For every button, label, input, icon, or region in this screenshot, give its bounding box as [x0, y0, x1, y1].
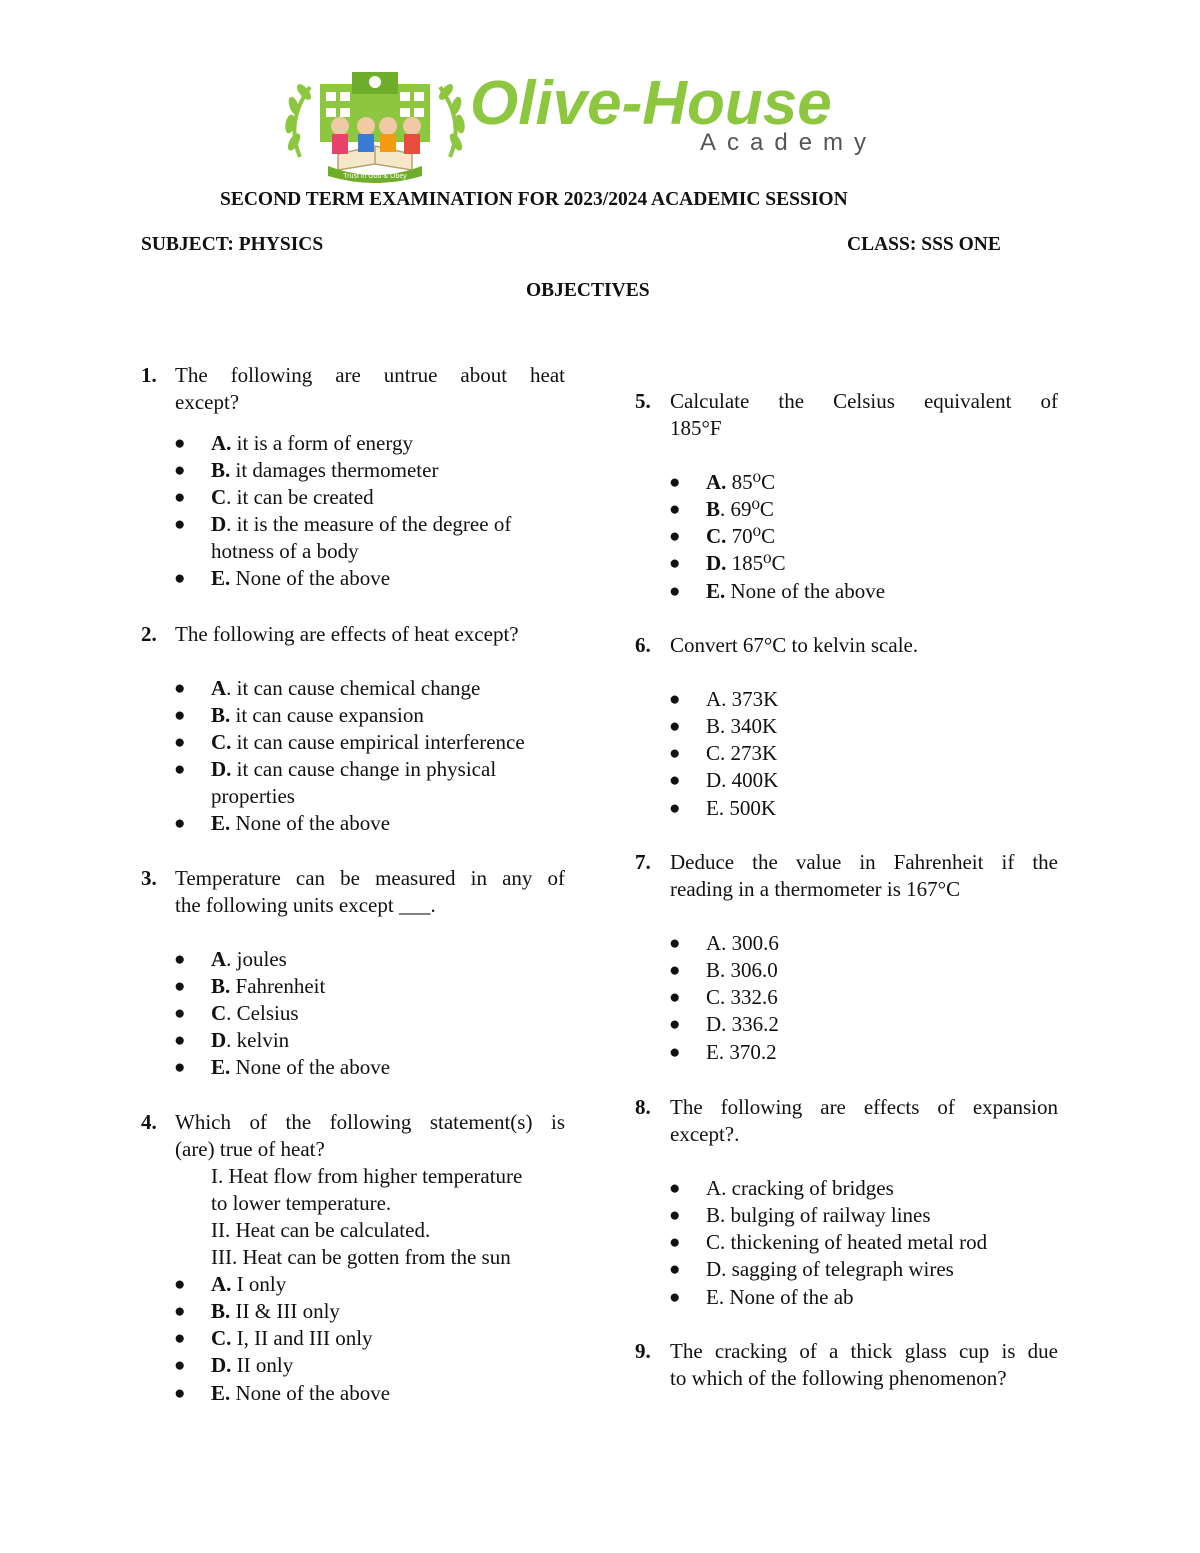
- option-letter: B.: [211, 458, 231, 482]
- answer-option[interactable]: [174, 1380, 391, 1407]
- answer-option[interactable]: [669, 523, 776, 550]
- answer-option[interactable]: [669, 1011, 779, 1038]
- option-text: D. 400K: [706, 768, 779, 792]
- bullet-icon: ●: [669, 1287, 681, 1308]
- option-text: Fahrenheit: [230, 974, 326, 998]
- subject-label: SUBJECT: PHYSICS: [141, 234, 324, 255]
- question-text: [670, 1338, 1058, 1392]
- bullet-icon: ●: [669, 987, 681, 1008]
- question-text: [670, 632, 1058, 659]
- bullet-icon: ●: [174, 732, 186, 753]
- option-text: C. 273K: [706, 741, 778, 765]
- bullet-icon: ●: [174, 1383, 186, 1404]
- option-text: it can cause expansion: [230, 703, 424, 727]
- option-text: B. bulging of railway lines: [706, 1203, 931, 1227]
- option-letter: C: [211, 1001, 227, 1025]
- option-text: None of the above: [725, 579, 886, 603]
- bullet-icon: ●: [174, 813, 186, 834]
- question-line: Deduce the value in Fahrenheit if the: [670, 850, 1058, 874]
- bullet-icon: ●: [174, 1301, 186, 1322]
- answer-option[interactable]: [174, 756, 497, 810]
- answer-option[interactable]: [174, 1352, 294, 1379]
- option-text: I, II and III only: [231, 1326, 373, 1350]
- question-text: [670, 388, 1058, 442]
- option-text: C. 332.6: [706, 985, 778, 1009]
- answer-option[interactable]: [174, 565, 391, 592]
- answer-option[interactable]: [669, 550, 786, 577]
- bullet-icon: ●: [669, 933, 681, 954]
- question-line: Convert 67°C to kelvin scale.: [670, 633, 919, 657]
- bullet-icon: ●: [174, 568, 186, 589]
- bullet-icon: ●: [669, 1178, 681, 1199]
- option-text: . it is the measure of the degree of: [226, 512, 512, 536]
- option-text: B. 306.0: [706, 958, 778, 982]
- option-text: A. 373K: [706, 687, 779, 711]
- question-line: reading in a thermometer is 167°C: [670, 877, 961, 901]
- bullet-icon: ●: [174, 1003, 186, 1024]
- bullet-icon: ●: [174, 1057, 186, 1078]
- question-line: The following are effects of expansion: [670, 1095, 1058, 1119]
- option-letter: B: [706, 497, 721, 521]
- option-letter: C.: [211, 1326, 232, 1350]
- option-letter: E.: [211, 1381, 231, 1405]
- bullet-icon: ●: [174, 1355, 186, 1376]
- svg-text:Trust in God & Obey: Trust in God & Obey: [343, 173, 407, 180]
- option-letter: A: [211, 676, 227, 700]
- option-letter: E.: [211, 566, 231, 590]
- answer-option[interactable]: [174, 484, 374, 511]
- answer-option[interactable]: [669, 1039, 777, 1066]
- class-label: CLASS: SSS ONE: [847, 234, 1001, 255]
- question-number: 1.: [141, 363, 157, 387]
- question-text: [670, 1094, 1058, 1148]
- section-heading: OBJECTIVES: [526, 280, 650, 301]
- option-text: A. 300.6: [706, 931, 779, 955]
- bullet-icon: ●: [669, 1232, 681, 1253]
- answer-option[interactable]: [669, 1175, 894, 1202]
- bullet-icon: ●: [174, 1030, 186, 1051]
- bullet-icon: ●: [174, 759, 186, 780]
- answer-option[interactable]: [174, 729, 525, 756]
- answer-option[interactable]: [174, 946, 287, 973]
- answer-option[interactable]: [174, 1298, 340, 1325]
- option-letter: C: [211, 485, 227, 509]
- question-line: Calculate the Celsius equivalent of: [670, 389, 1058, 413]
- option-letter: A.: [211, 1272, 232, 1296]
- question-line: Temperature can be measured in any of: [175, 866, 565, 890]
- bullet-icon: ●: [669, 798, 681, 819]
- option-text: E. None of the ab: [706, 1285, 854, 1309]
- answer-option[interactable]: [669, 578, 886, 605]
- answer-option[interactable]: [174, 675, 481, 702]
- bullet-icon: ●: [669, 1205, 681, 1226]
- option-letter: E.: [706, 579, 726, 603]
- answer-option[interactable]: [174, 1271, 287, 1298]
- option-letter: A: [211, 947, 227, 971]
- bullet-icon: ●: [669, 1042, 681, 1063]
- bullet-icon: ●: [669, 716, 681, 737]
- statement: to lower temperature.: [211, 1191, 392, 1215]
- bullet-icon: ●: [669, 689, 681, 710]
- answer-option[interactable]: [669, 984, 778, 1011]
- option-text: it can cause empirical interference: [231, 730, 525, 754]
- option-text: I only: [231, 1272, 287, 1296]
- question-line: (are) true of heat?: [175, 1137, 325, 1161]
- bullet-icon: ●: [174, 678, 186, 699]
- answer-option[interactable]: [669, 1202, 931, 1229]
- question-text: [175, 865, 565, 919]
- question-number: 7.: [635, 850, 651, 874]
- question-text: [175, 1109, 565, 1163]
- option-text: None of the above: [230, 566, 391, 590]
- bullet-icon: ●: [174, 1274, 186, 1295]
- statement: I. Heat flow from higher temperature: [211, 1164, 523, 1188]
- option-text: . it can cause chemical change: [226, 676, 481, 700]
- option-text: . kelvin: [226, 1028, 290, 1052]
- option-letter: D: [211, 512, 227, 536]
- question-number: 6.: [635, 633, 651, 657]
- option-text: it can cause change in physical: [231, 757, 497, 781]
- bullet-icon: ●: [174, 976, 186, 997]
- logo-wordmark: Olive-House: [470, 69, 832, 138]
- bullet-icon: ●: [174, 487, 186, 508]
- option-letter: D.: [211, 1353, 232, 1377]
- option-letter: D: [211, 1028, 227, 1052]
- question-line: the following units except ___.: [175, 893, 436, 917]
- answer-option[interactable]: [174, 1027, 290, 1054]
- answer-option[interactable]: [669, 767, 779, 794]
- answer-option[interactable]: [669, 686, 779, 713]
- school-logo: [280, 62, 920, 184]
- question-text: [175, 362, 565, 416]
- question-text: [175, 621, 565, 648]
- answer-option[interactable]: [669, 795, 776, 822]
- option-letter: B.: [211, 1299, 231, 1323]
- option-text-continued: hotness of a body: [211, 539, 359, 563]
- bullet-icon: ●: [669, 770, 681, 791]
- option-text: it damages thermometer: [230, 458, 439, 482]
- option-text: E. 370.2: [706, 1040, 777, 1064]
- option-text: . it can be created: [226, 485, 374, 509]
- bullet-icon: ●: [669, 581, 681, 602]
- option-letter: D.: [706, 551, 727, 575]
- answer-option[interactable]: [174, 1000, 299, 1027]
- bullet-icon: ●: [669, 526, 681, 547]
- option-letter: D.: [211, 757, 232, 781]
- bullet-icon: ●: [174, 514, 186, 535]
- question-number: 9.: [635, 1339, 651, 1363]
- option-text: D. sagging of telegraph wires: [706, 1257, 954, 1281]
- question-line: The following are untrue about heat: [175, 363, 565, 387]
- option-text: None of the above: [230, 1381, 391, 1405]
- question-line: The following are effects of heat except?: [175, 622, 519, 646]
- question-number: 5.: [635, 389, 651, 413]
- question-text: [670, 849, 1058, 903]
- option-text: . Celsius: [226, 1001, 299, 1025]
- option-text: A. cracking of bridges: [706, 1176, 894, 1200]
- option-text: . 69⁰C: [720, 497, 774, 521]
- statement: II. Heat can be calculated.: [211, 1218, 431, 1242]
- answer-option[interactable]: [174, 1054, 391, 1081]
- answer-option[interactable]: [669, 1229, 988, 1256]
- answer-option[interactable]: [669, 930, 779, 957]
- option-text-continued: properties: [211, 784, 295, 808]
- option-text: D. 336.2: [706, 1012, 779, 1036]
- option-letter: A.: [211, 431, 232, 455]
- bullet-icon: ●: [174, 433, 186, 454]
- answer-option[interactable]: [174, 457, 439, 484]
- answer-option[interactable]: [669, 713, 778, 740]
- answer-option[interactable]: [669, 740, 778, 767]
- option-text: . joules: [226, 947, 287, 971]
- bullet-icon: ●: [669, 472, 681, 493]
- option-text: II only: [231, 1353, 294, 1377]
- answer-option[interactable]: [669, 957, 778, 984]
- answer-option[interactable]: [669, 1256, 954, 1283]
- question-line: Which of the following statement(s) is: [175, 1110, 565, 1134]
- answer-option[interactable]: [669, 1284, 854, 1311]
- option-text: E. 500K: [706, 796, 776, 820]
- answer-option[interactable]: [174, 702, 424, 729]
- bullet-icon: ●: [174, 705, 186, 726]
- option-letter: B.: [211, 703, 231, 727]
- bullet-icon: ●: [669, 743, 681, 764]
- bullet-icon: ●: [174, 460, 186, 481]
- option-text: 185⁰C: [726, 551, 786, 575]
- bullet-icon: ●: [669, 1014, 681, 1035]
- question-number: 2.: [141, 622, 157, 646]
- question-number: 3.: [141, 866, 157, 890]
- answer-option[interactable]: [669, 469, 776, 496]
- question-line: except?: [175, 390, 240, 414]
- bullet-icon: ●: [669, 499, 681, 520]
- question-number: 8.: [635, 1095, 651, 1119]
- bullet-icon: ●: [174, 949, 186, 970]
- option-letter: E.: [211, 811, 231, 835]
- bullet-icon: ●: [174, 1328, 186, 1349]
- option-text: 85⁰C: [726, 470, 776, 494]
- answer-option[interactable]: [669, 496, 774, 523]
- option-letter: A.: [706, 470, 727, 494]
- exam-title: SECOND TERM EXAMINATION FOR 2023/2024 ACADEMIC SESSION: [220, 189, 848, 210]
- statement: III. Heat can be gotten from the sun: [211, 1245, 511, 1269]
- option-text: C. thickening of heated metal rod: [706, 1230, 988, 1254]
- question-line: to which of the following phenomenon?: [670, 1366, 1007, 1390]
- option-letter: E.: [211, 1055, 231, 1079]
- question-line: The cracking of a thick glass cup is due: [670, 1339, 1058, 1363]
- option-text: B. 340K: [706, 714, 778, 738]
- answer-option[interactable]: [174, 810, 391, 837]
- option-text: None of the above: [230, 1055, 391, 1079]
- option-text: it is a form of energy: [231, 431, 413, 455]
- answer-option[interactable]: [174, 430, 413, 457]
- option-text: 70⁰C: [726, 524, 776, 548]
- answer-option[interactable]: [174, 973, 326, 1000]
- answer-option[interactable]: [174, 511, 512, 565]
- option-letter: B.: [211, 974, 231, 998]
- logo-subtitle: Academy: [700, 129, 878, 156]
- question-line: 185°F: [670, 416, 722, 440]
- bullet-icon: ●: [669, 553, 681, 574]
- answer-option[interactable]: [174, 1325, 373, 1352]
- option-text: None of the above: [230, 811, 391, 835]
- bullet-icon: ●: [669, 960, 681, 981]
- option-text: II & III only: [230, 1299, 340, 1323]
- option-letter: C.: [211, 730, 232, 754]
- option-letter: C.: [706, 524, 727, 548]
- question-line: except?.: [670, 1122, 740, 1146]
- bullet-icon: ●: [669, 1259, 681, 1280]
- question-number: 4.: [141, 1110, 157, 1134]
